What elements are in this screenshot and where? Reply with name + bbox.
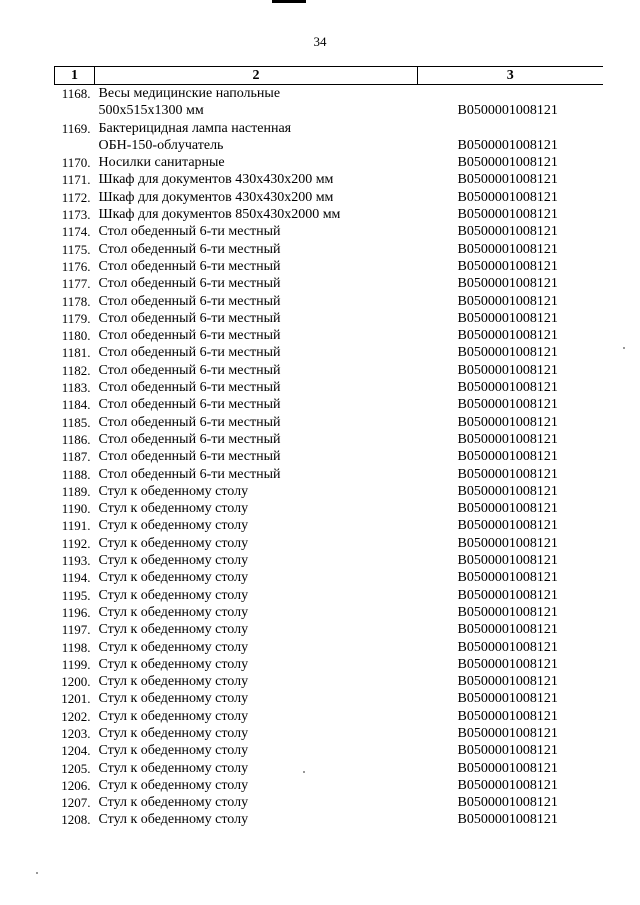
- item-name: [95, 362, 418, 379]
- row-number: 1189.: [61, 483, 91, 499]
- row-number: 1196.: [61, 604, 91, 620]
- item-name: [95, 517, 418, 534]
- row-number: 1179.: [61, 310, 91, 326]
- item-name-line: Стол обеденный 6-ти местный: [98, 345, 281, 361]
- table-row: [55, 794, 603, 811]
- item-name: [95, 639, 418, 656]
- item-name-line: Стол обеденный 6-ти местный: [98, 276, 281, 292]
- item-name-line: Шкаф для документов 430x430x200 мм: [98, 189, 334, 205]
- scan-speck: [623, 347, 625, 349]
- scan-edge-mark: [272, 0, 306, 3]
- item-name: [95, 120, 418, 155]
- item-name-line: Стул к обеденному столу: [98, 760, 249, 776]
- item-name: [95, 258, 418, 275]
- item-name-line: Стул к обеденному столу: [98, 725, 249, 741]
- item-code: В0500001008121: [457, 691, 558, 707]
- item-name: [95, 293, 418, 310]
- table-row: [55, 258, 603, 275]
- item-name: [95, 777, 418, 794]
- item-code: В0500001008121: [457, 328, 558, 344]
- table-row: [55, 517, 603, 534]
- table-row: [55, 344, 603, 361]
- table-row: [55, 742, 603, 759]
- item-code: В0500001008121: [457, 604, 558, 620]
- item-code: В0500001008121: [457, 155, 558, 171]
- table-row: [55, 396, 603, 413]
- item-name: [95, 154, 418, 171]
- item-name-line: Бактерицидная лампа настенная: [98, 120, 292, 136]
- row-number: 1173.: [61, 207, 91, 223]
- table-row: [55, 535, 603, 552]
- item-name: [95, 310, 418, 327]
- row-number: 1198.: [61, 639, 91, 655]
- item-name: [95, 811, 418, 828]
- item-name: [95, 327, 418, 344]
- row-number: 1177.: [61, 276, 91, 292]
- item-code: В0500001008121: [457, 397, 558, 413]
- header-row: [55, 67, 603, 85]
- item-code: В0500001008121: [457, 656, 558, 672]
- item-name-line: Стул к обеденному столу: [98, 501, 249, 517]
- item-code: В0500001008121: [457, 310, 558, 326]
- item-name-line: Стул к обеденному столу: [98, 691, 249, 707]
- item-name-line: Носилки санитарные: [98, 155, 225, 171]
- item-name-line: Стол обеденный 6-ти местный: [98, 431, 281, 447]
- page-number: 34: [313, 34, 327, 49]
- item-name: [95, 448, 418, 465]
- table-row: [55, 708, 603, 725]
- item-name-line: Стул к обеденному столу: [98, 674, 249, 690]
- item-code: В0500001008121: [457, 449, 558, 465]
- row-number: 1182.: [61, 362, 91, 378]
- item-name-line: Стул к обеденному столу: [98, 622, 249, 638]
- column-header-1: 1: [55, 67, 95, 85]
- table-row: [55, 656, 603, 673]
- row-number: 1202.: [61, 708, 91, 724]
- item-code: В0500001008121: [457, 760, 558, 776]
- item-code: В0500001008121: [457, 777, 558, 793]
- table-row: [55, 431, 603, 448]
- item-name-line: Стол обеденный 6-ти местный: [98, 449, 281, 465]
- item-name: [95, 760, 418, 777]
- row-number: 1181.: [61, 345, 91, 361]
- item-name: [95, 206, 418, 223]
- item-code: В0500001008121: [457, 483, 558, 499]
- row-number: 1171.: [61, 172, 91, 188]
- item-name: [95, 223, 418, 240]
- item-name: [95, 85, 418, 120]
- row-number: 1190.: [61, 501, 91, 517]
- table-row: [55, 379, 603, 396]
- row-number: 1184.: [61, 397, 91, 413]
- item-code: В0500001008121: [457, 518, 558, 534]
- item-name-line: Весы медицинские напольные: [98, 86, 281, 101]
- table-row: [55, 275, 603, 292]
- row-number: 1191.: [61, 518, 91, 534]
- row-number: 1188.: [61, 466, 91, 482]
- item-code: В0500001008121: [457, 743, 558, 759]
- inventory-table: [54, 66, 603, 829]
- row-number: 1176.: [61, 258, 91, 274]
- row-number: 1204.: [61, 743, 91, 759]
- item-code: В0500001008121: [457, 258, 558, 274]
- table-row: [55, 690, 603, 707]
- row-number: 1172.: [61, 189, 91, 205]
- item-name: [95, 500, 418, 517]
- table-body: [55, 85, 603, 829]
- table-row: [55, 500, 603, 517]
- item-name: [95, 569, 418, 586]
- row-number: 1185.: [61, 414, 91, 430]
- table-row: [55, 120, 603, 155]
- item-name-line: Стул к обеденному столу: [98, 795, 249, 811]
- table-row: [55, 206, 603, 223]
- item-code: В0500001008121: [457, 276, 558, 292]
- item-code: В0500001008121: [457, 414, 558, 430]
- item-code: В0500001008121: [457, 293, 558, 309]
- item-name: [95, 673, 418, 690]
- item-name-line: Стул к обеденному столу: [98, 812, 249, 828]
- table-row: [55, 569, 603, 586]
- row-number: 1203.: [61, 725, 91, 741]
- item-name-line: 500x515x1300 мм: [98, 103, 204, 119]
- item-code: В0500001008121: [457, 725, 558, 741]
- table-row: [55, 362, 603, 379]
- item-name: [95, 275, 418, 292]
- item-name: [95, 587, 418, 604]
- item-code: В0500001008121: [457, 587, 558, 603]
- table-row: [55, 604, 603, 621]
- item-name-line: Стул к обеденному столу: [98, 743, 249, 759]
- table-row: [55, 310, 603, 327]
- item-name: [95, 552, 418, 569]
- row-number: 1195.: [61, 587, 91, 603]
- item-name: [95, 431, 418, 448]
- row-number: 1168.: [61, 86, 91, 101]
- row-number: 1169.: [61, 120, 91, 136]
- item-name: [95, 690, 418, 707]
- item-code: В0500001008121: [457, 137, 558, 153]
- item-name-line: Шкаф для документов 430x430x200 мм: [98, 172, 334, 188]
- column-header-3: 3: [418, 67, 603, 85]
- row-number: 1206.: [61, 777, 91, 793]
- item-name: [95, 708, 418, 725]
- table-row: [55, 725, 603, 742]
- table-row: [55, 466, 603, 483]
- item-code: В0500001008121: [457, 431, 558, 447]
- row-number: 1183.: [61, 380, 91, 396]
- item-name: [95, 396, 418, 413]
- item-code: В0500001008121: [457, 172, 558, 188]
- item-name-line: Стол обеденный 6-ти местный: [98, 241, 281, 257]
- item-code: В0500001008121: [457, 103, 558, 119]
- item-code: В0500001008121: [457, 622, 558, 638]
- table-row: [55, 587, 603, 604]
- row-number: 1194.: [61, 570, 91, 586]
- table-row: [55, 171, 603, 188]
- item-name: [95, 483, 418, 500]
- item-name-line: Стол обеденный 6-ти местный: [98, 310, 281, 326]
- item-code: В0500001008121: [457, 362, 558, 378]
- table-row: [55, 552, 603, 569]
- table-row: [55, 414, 603, 431]
- column-header-2: 2: [95, 67, 418, 85]
- item-name-line: Стол обеденный 6-ти местный: [98, 397, 281, 413]
- table-row: [55, 223, 603, 240]
- row-number: 1207.: [61, 795, 91, 811]
- item-code: В0500001008121: [457, 570, 558, 586]
- table-row: [55, 189, 603, 206]
- table-row: [55, 448, 603, 465]
- item-code: В0500001008121: [457, 795, 558, 811]
- item-name-line: Стол обеденный 6-ти местный: [98, 414, 281, 430]
- row-number: 1178.: [61, 293, 91, 309]
- table-row: [55, 811, 603, 828]
- item-name-line: Шкаф для документов 850x430x2000 мм: [98, 207, 341, 223]
- item-name-line: Стул к обеденному столу: [98, 535, 249, 551]
- item-code: В0500001008121: [457, 674, 558, 690]
- row-number: 1197.: [61, 622, 91, 638]
- row-number: 1193.: [61, 553, 91, 569]
- item-code: В0500001008121: [457, 639, 558, 655]
- table-row: [55, 760, 603, 777]
- item-code: В0500001008121: [457, 553, 558, 569]
- row-number: 1205.: [61, 760, 91, 776]
- item-name: [95, 621, 418, 638]
- row-number: 1180.: [61, 328, 91, 344]
- item-code: В0500001008121: [457, 708, 558, 724]
- item-name-line: Стол обеденный 6-ти местный: [98, 466, 281, 482]
- item-code: В0500001008121: [457, 501, 558, 517]
- item-name: [95, 742, 418, 759]
- row-number: 1192.: [61, 535, 91, 551]
- item-name: [95, 241, 418, 258]
- item-name-line: Стул к обеденному столу: [98, 604, 249, 620]
- table-row: [55, 327, 603, 344]
- table-row: [55, 293, 603, 310]
- row-number: 1175.: [61, 241, 91, 257]
- item-code: В0500001008121: [457, 535, 558, 551]
- item-name-line: ОБН-150-облучатель: [98, 137, 224, 153]
- item-name: [95, 379, 418, 396]
- table-row: [55, 154, 603, 171]
- item-name: [95, 466, 418, 483]
- table-row: [55, 621, 603, 638]
- row-number: 1199.: [61, 656, 91, 672]
- item-name-line: Стол обеденный 6-ти местный: [98, 362, 281, 378]
- table-row: [55, 673, 603, 690]
- item-name: [95, 604, 418, 621]
- item-code: В0500001008121: [457, 224, 558, 240]
- item-name-line: Стол обеденный 6-ти местный: [98, 258, 281, 274]
- item-code: В0500001008121: [457, 189, 558, 205]
- table-row: [55, 639, 603, 656]
- item-name-line: Стул к обеденному столу: [98, 639, 249, 655]
- table-row: [55, 85, 603, 120]
- item-name-line: Стул к обеденному столу: [98, 587, 249, 603]
- item-code: В0500001008121: [457, 207, 558, 223]
- table-row: [55, 777, 603, 794]
- item-name: [95, 535, 418, 552]
- item-name-line: Стул к обеденному столу: [98, 518, 249, 534]
- item-name-line: Стул к обеденному столу: [98, 777, 249, 793]
- row-number: 1174.: [61, 224, 91, 240]
- table-row: [55, 483, 603, 500]
- item-code: В0500001008121: [457, 241, 558, 257]
- row-number: 1208.: [61, 812, 91, 828]
- item-name-line: Стол обеденный 6-ти местный: [98, 328, 281, 344]
- item-code: В0500001008121: [457, 466, 558, 482]
- item-name-line: Стул к обеденному столу: [98, 570, 249, 586]
- item-name: [95, 171, 418, 188]
- item-name: [95, 189, 418, 206]
- item-name-line: Стол обеденный 6-ти местный: [98, 293, 281, 309]
- item-code: В0500001008121: [457, 345, 558, 361]
- item-code: В0500001008121: [457, 380, 558, 396]
- item-name: [95, 794, 418, 811]
- item-code: В0500001008121: [457, 812, 558, 828]
- item-name: [95, 656, 418, 673]
- item-name-line: Стул к обеденному столу: [98, 483, 249, 499]
- row-number: 1186.: [61, 431, 91, 447]
- item-name-line: Стул к обеденному столу: [98, 708, 249, 724]
- item-name: [95, 414, 418, 431]
- item-name-line: Стул к обеденному столу: [98, 656, 249, 672]
- row-number: 1200.: [61, 674, 91, 690]
- table-row: [55, 241, 603, 258]
- row-number: 1187.: [61, 449, 91, 465]
- scan-speck: [36, 872, 38, 874]
- item-name: [95, 344, 418, 361]
- item-name-line: Стол обеденный 6-ти местный: [98, 380, 281, 396]
- item-name-line: Стол обеденный 6-ти местный: [98, 224, 281, 240]
- item-name: [95, 725, 418, 742]
- table-header: [55, 67, 603, 85]
- row-number: 1170.: [61, 155, 91, 171]
- scan-speck: [303, 771, 305, 773]
- item-name-line: Стул к обеденному столу: [98, 553, 249, 569]
- row-number: 1201.: [61, 691, 91, 707]
